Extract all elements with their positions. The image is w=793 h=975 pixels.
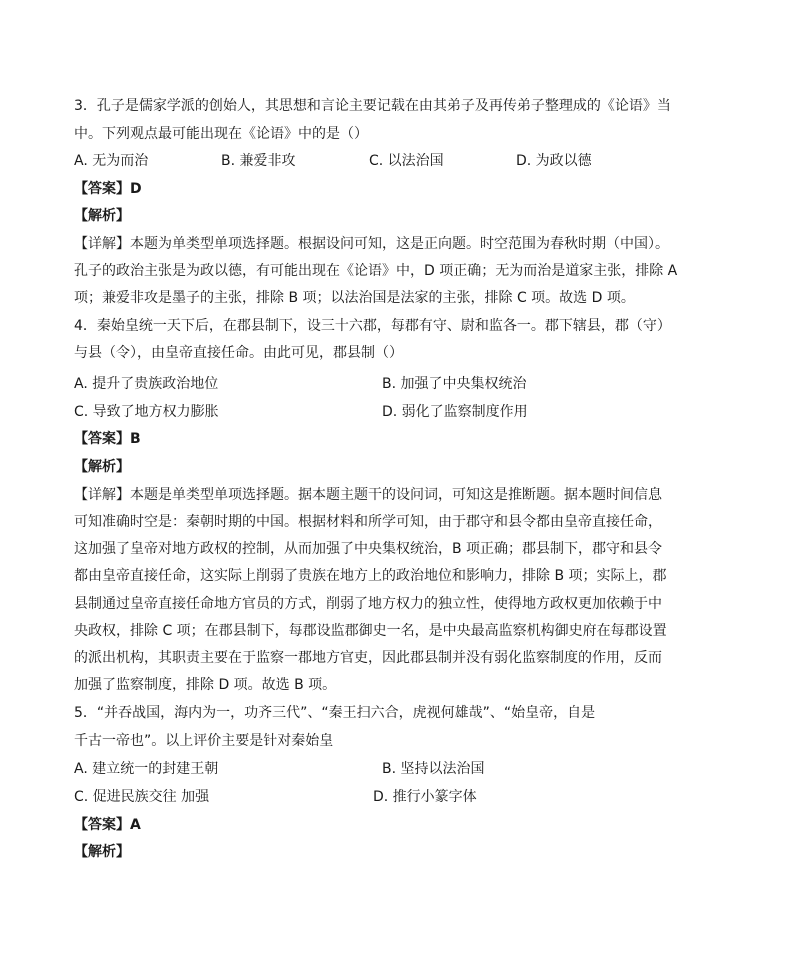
q4-detail-line-4: 都由皇帝直接任命，这实际上削弱了贵族在地方上的政治地位和影响力，排除 B 项；实际上，郡 bbox=[74, 568, 667, 584]
q5-option-a: A. 建立统一的封建王朝 bbox=[74, 761, 219, 777]
q4-option-d: D. 弱化了监察制度作用 bbox=[382, 404, 528, 420]
q4-analysis-label: 【解析】 bbox=[74, 459, 130, 475]
q5-analysis-label: 【解析】 bbox=[74, 844, 130, 860]
q5-option-c: C. 促进民族交往 加强 bbox=[74, 789, 210, 805]
q3-analysis-label: 【解析】 bbox=[74, 208, 130, 224]
q5-answer: 【答案】A bbox=[74, 817, 141, 833]
q3-option-c: C. 以法治国 bbox=[369, 153, 444, 169]
q3-detail-line-1: 【详解】本题为单类型单项选择题。根据设问可知，这是正向题。时空范围为春秋时期（中国）。 bbox=[74, 236, 669, 252]
q4-detail-line-6: 央政权，排除 C 项；在郡县制下，每郡设监郡御史一名，是中央最高监察机构御史府在每郡设置 bbox=[74, 623, 667, 639]
q3-detail-line-3: 项；兼爱非攻是墨子的主张，排除 B 项；以法治国是法家的主张，排除 C 项。故选 D 项。 bbox=[74, 290, 635, 306]
q4-stem-line-1: 4．秦始皇统一天下后，在郡县制下，设三十六郡，每郡有守、尉和监各一。郡下辖县，郡（守） bbox=[74, 318, 671, 334]
q5-option-d: D. 推行小篆字体 bbox=[373, 789, 477, 805]
q3-stem-line-1: 3．孔子是儒家学派的创始人，其思想和言论主要记载在由其弟子及再传弟子整理成的《论语》当 bbox=[74, 98, 671, 114]
q4-detail-line-8: 加强了监察制度，排除 D 项。故选 B 项。 bbox=[74, 677, 337, 693]
q3-stem-line-2: 中。下列观点最可能出现在《论语》中的是（） bbox=[74, 126, 368, 142]
q5-option-b: B. 坚持以法治国 bbox=[382, 761, 485, 777]
q3-detail-line-2: 孔子的政治主张是为政以德，有可能出现在《论语》中，D 项正确；无为而治是道家主张，排除 A bbox=[74, 263, 678, 279]
q4-stem-line-2: 与县（令），由皇帝直接任命。由此可见，郡县制（） bbox=[74, 345, 403, 361]
q3-answer: 【答案】D bbox=[74, 181, 142, 197]
q3-option-d: D. 为政以德 bbox=[516, 153, 592, 169]
q4-detail-line-5: 县制通过皇帝直接任命地方官员的方式，削弱了地方权力的独立性，使得地方政权更加依赖于中 bbox=[74, 596, 662, 612]
q4-option-b: B. 加强了中央集权统治 bbox=[382, 376, 527, 392]
q4-answer: 【答案】B bbox=[74, 431, 141, 447]
q3-option-b: B. 兼爱非攻 bbox=[221, 153, 296, 169]
q4-option-a: A. 提升了贵族政治地位 bbox=[74, 376, 219, 392]
q4-detail-line-2: 可知准确时空是：秦朝时期的中国。根据材料和所学可知，由于郡守和县令都由皇帝直接任命， bbox=[74, 514, 662, 530]
q4-detail-line-1: 【详解】本题是单类型单项选择题。据本题主题干的设问词，可知这是推断题。据本题时间信息 bbox=[74, 487, 662, 503]
q4-option-c: C. 导致了地方权力膨胀 bbox=[74, 404, 219, 420]
q3-option-a: A. 无为而治 bbox=[74, 153, 149, 169]
q4-detail-line-7: 的派出机构，其职责主要在于监察一郡地方官吏，因此郡县制并没有弱化监察制度的作用，反而 bbox=[74, 650, 662, 666]
q5-stem-line-2: 千古一帝也”。以上评价主要是针对秦始皇 bbox=[74, 733, 334, 749]
q4-detail-line-3: 这加强了皇帝对地方政权的控制，从而加强了中央集权统治，B 项正确；郡县制下，郡守和县令 bbox=[74, 541, 663, 557]
q5-stem-line-1: 5．“并吞战国，海内为一，功齐三代”、“秦王扫六合，虎视何雄哉”、“始皇帝，自是 bbox=[74, 705, 596, 721]
